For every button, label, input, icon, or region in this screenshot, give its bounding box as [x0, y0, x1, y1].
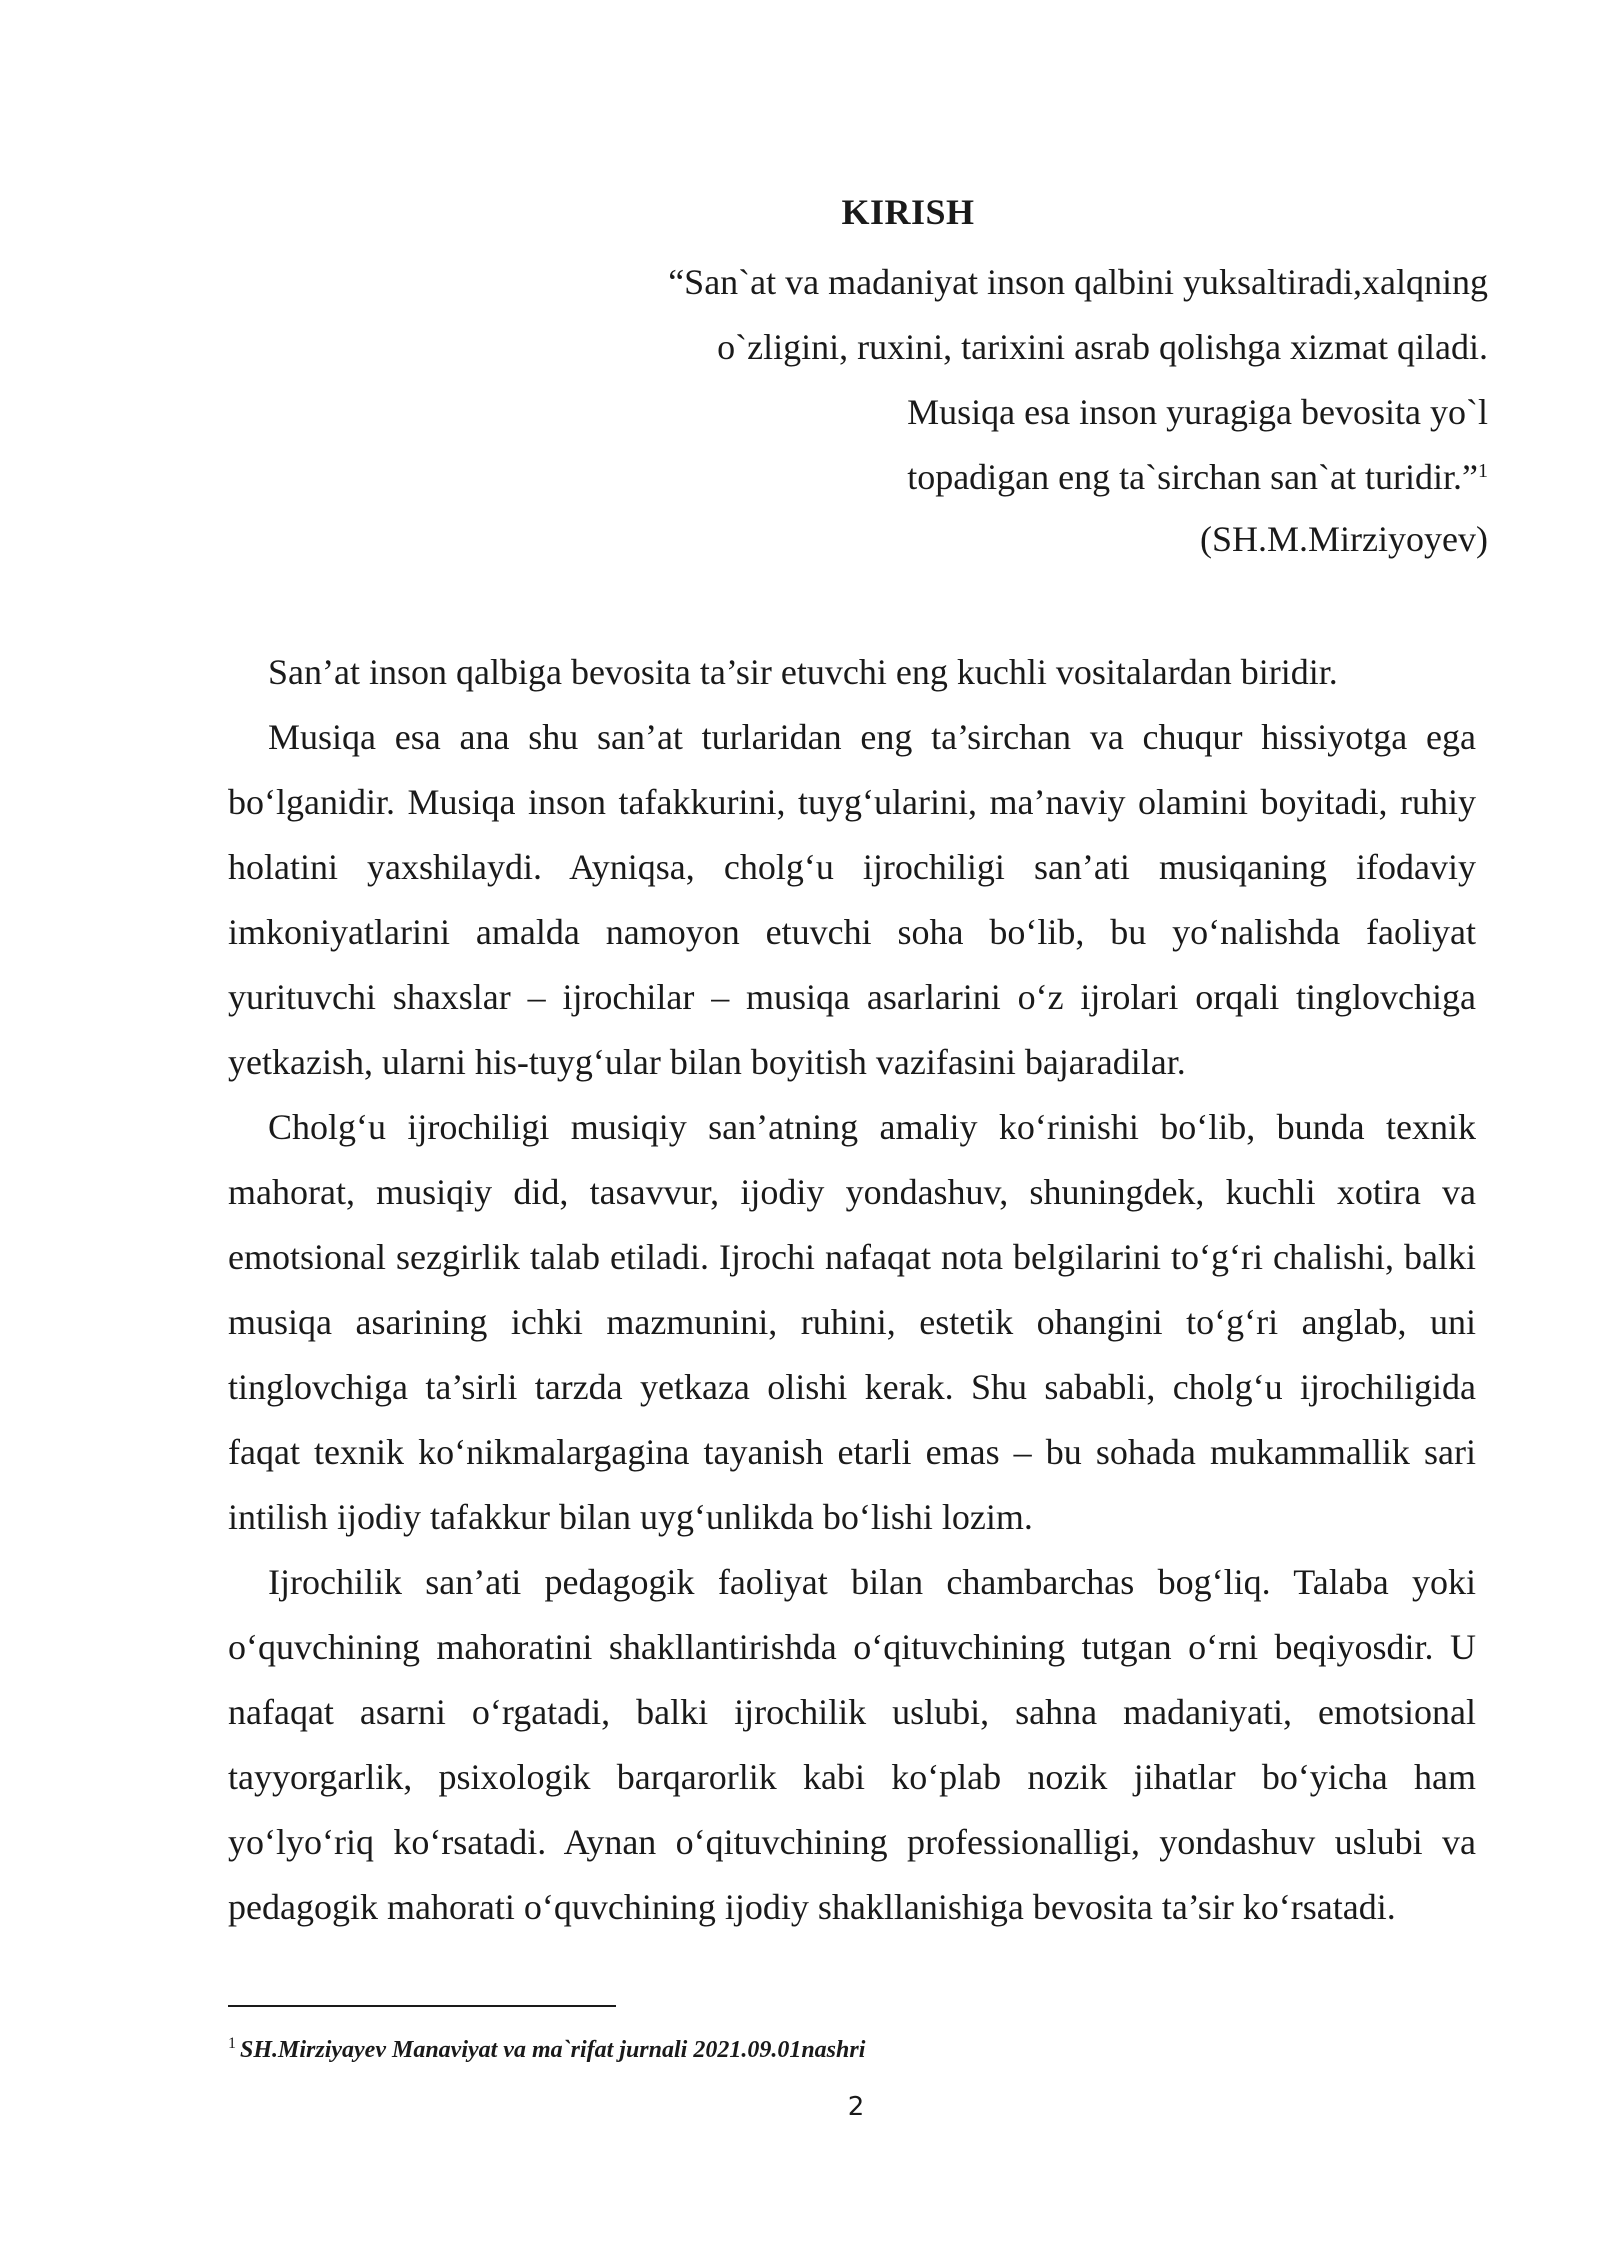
paragraph: San’at inson qalbiga bevosita ta’sir etuvchi eng kuchli vositalardan biridir. — [268, 652, 1338, 692]
paragraph: Musiqa esa ana shu san’at turlaridan eng ta’sirchan va chuqur hissiyotga ega bo‘lganidir. Musiqa inson tafakkurini, tuyg‘ularini, ma’naviy olamini boyitadi, ruhiy holatini yaxshilaydi. Ayniqsa, cholg‘u ijrochiligi san’ati musiqaning ifodaviy imkoniyatlarini amalda namoyon etuvchi soha bo‘lib, bu yo‘nalishda faoliyat yurituvchi shaxslar – ijrochilar – musiqa asarlarini o‘z ijrolari orqali tinglovchiga yetkazish, ularni his-tuyg‘ular bilan boyitish vazifasini bajaradilar. — [228, 717, 1476, 1082]
page-title: KIRISH — [841, 192, 975, 232]
footnote-divider — [228, 2005, 616, 2007]
footnote-mark: 1 — [228, 2035, 236, 2052]
epigraph-quote — [488, 250, 1488, 510]
epigraph-author: (SH.M.Mirziyoyev) — [1200, 519, 1488, 559]
footnote-text: SH.Mirziyayev Manaviyat va ma`rifat jurnali 2021.09.01nashri — [240, 2037, 866, 2063]
paragraph: Cholg‘u ijrochiligi musiqiy san’atning amaliy ko‘rinishi bo‘lib, bunda texnik mahorat, musiqiy did, tasavvur, ijodiy yondashuv, shuningdek, kuchli xotira va emotsional sezgirlik talab etiladi. Ijrochi nafaqat nota belgilarini to‘g‘ri chalishi, balki musiqa asarining ichki mazmunini, ruhini, estetik ohangini to‘g‘ri anglab, uni tinglovchiga ta’sirli tarzda yetkaza olishi kerak. Shu sababli, cholg‘u ijrochiligida faqat texnik ko‘nikmalargagina tayanish etarli emas – bu sohada mukammallik sari intilish ijodiy tafakkur bilan uyg‘unlikda bo‘lishi lozim. — [228, 1107, 1476, 1537]
epigraph-line: “San`at va madaniyat inson qalbini yuksaltiradi,xalqning — [668, 262, 1488, 302]
epigraph-line-text: topadigan eng ta`sirchan san`at turidir.” — [907, 457, 1478, 497]
footnote-reference[interactable]: 1 — [1478, 460, 1488, 482]
page-number: 2 — [847, 2092, 865, 2122]
paragraph: Ijrochilik san’ati pedagogik faoliyat bilan chambarchas bog‘liq. Talaba yoki o‘quvchining mahoratini shakllantirishda o‘qituvchining tutgan o‘rni beqiyosdir. U nafaqat asarni o‘rgatadi, balki ijrochilik uslubi, sahna madaniyati, emotsional tayyorgarlik, psixologik barqarorlik kabi ko‘plab nozik jihatlar bo‘yicha ham yo‘lyo‘riq ko‘rsatadi. Aynan o‘qituvchining professionalligi, yondashuv uslubi va pedagogik mahorati o‘quvchining ijodiy shakllanishiga bevosita ta’sir ko‘rsatadi. — [228, 1562, 1476, 1927]
footnote — [228, 2034, 865, 2066]
epigraph-line: Musiqa esa inson yuragiga bevosita yo`l — [907, 392, 1488, 432]
epigraph-line: o`zligini, ruxini, tarixini asrab qolishga xizmat qiladi. — [717, 327, 1488, 367]
body-text — [228, 640, 1476, 1940]
epigraph-line-last — [488, 445, 1488, 510]
